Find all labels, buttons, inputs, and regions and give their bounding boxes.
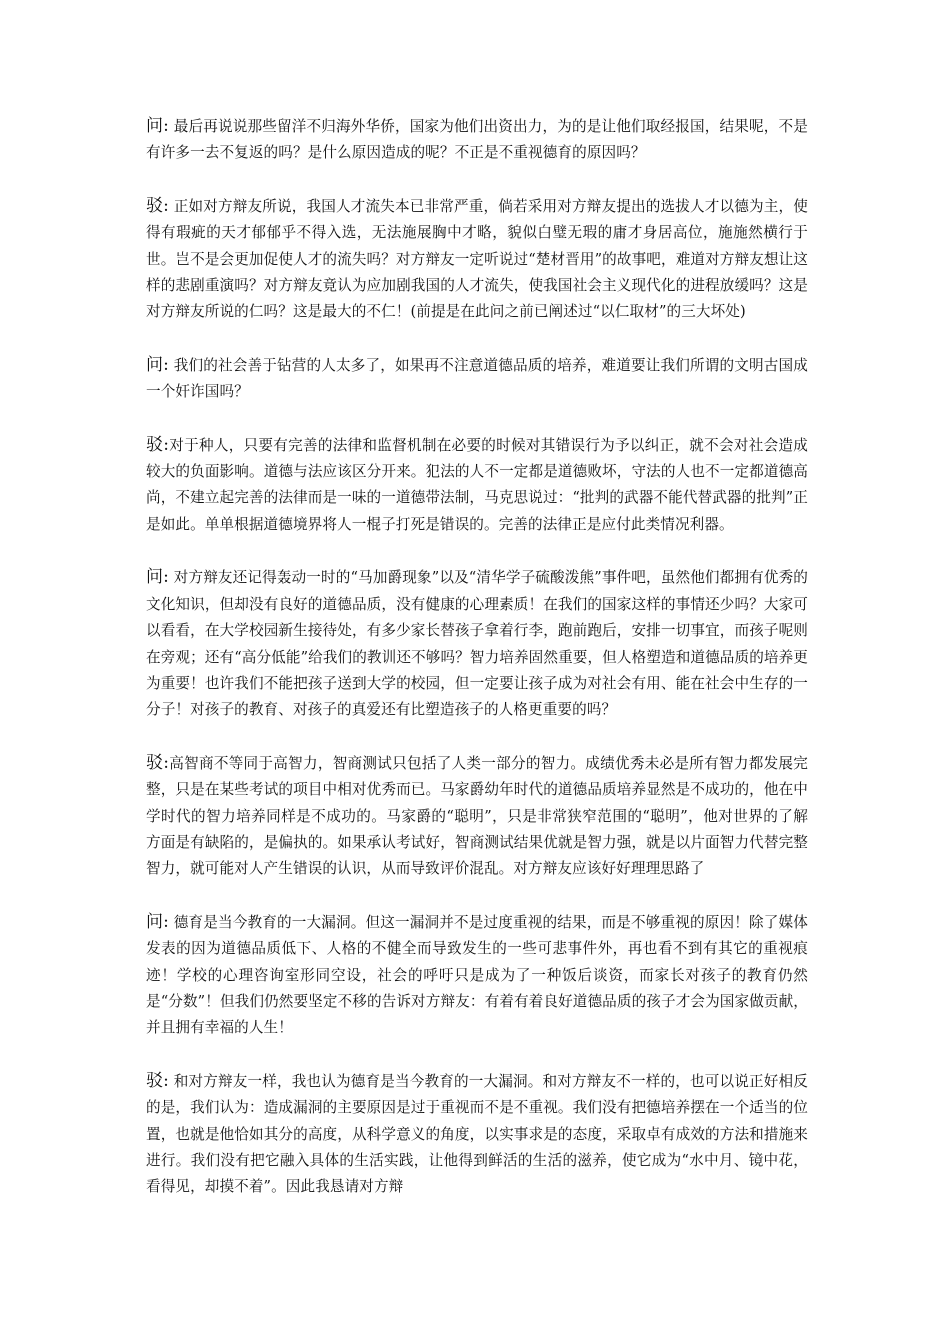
- paragraph-text: 和对方辩友一样，我也认为德育是当今教育的一大漏洞。和对方辩友不一样的，也可以说正好相反的是，我们认为：造成漏洞的主要原因是过于重视而不是不重视。我们没有把德培养摆在一个适当的位置，也就是他恰如其分的高度，从科学意义的角度，以实事求是的态度，采取卓有成效的方法和措施来进行。我们没有把它融入具体的生活实践，让他得到鲜活的生活的滋养，使它成为“水中月、镜中花，看得见，却摸不着”。因此我恳请对方辩: [146, 1072, 808, 1196]
- paragraph-text: 正如对方辩友所说，我国人才流失本已非常严重，倘若采用对方辩友提出的选拔人才以德为主，使得有瑕疵的天才郁郁乎不得入选，无法施展胸中才略，貌似白璧无瑕的庸才身居高位，施施然横行于世。岂不是会更加促使人才的流失吗？对方辩友一定听说过“楚材晋用”的故事吧，难道对方辩友想让这样的悲剧重演吗？对方辩友竟认为应加剧我国的人才流失，使我国社会主义现代化的进程放缓吗？这是对方辩友所说的仁吗？这是最大的不仁！(前提是在此问之前已阐述过“以仁取材”的三大坏处): [146, 197, 808, 321]
- paragraph-text: 对于种人，只要有完善的法律和监督机制在必要的时候对其错误行为予以纠正，就不会对社会造成较大的负面影响。道德与法应该区分开来。犯法的人不一定都是道德败坏，守法的人也不一定都道德高尚，不建立起完善的法律而是一味的一道德带法制，马克思说过：“批判的武器不能代替武器的批判”正是如此。单单根据道德境界将人一棍子打死是错误的。完善的法律正是应付此类情况利器。: [146, 436, 808, 533]
- debate-paragraph: [146, 1068, 808, 1201]
- paragraph-text: 高智商不等同于高智力，智商测试只包括了人类一部分的智力。成绩优秀未必是所有智力都发展完整，只是在某些考试的项目中相对优秀而已。马家爵幼年时代的道德品质培养显然是不成功的，他在中学时代的智力培养同样是不成功的。马家爵的“聪明”，只是非常狭窄范围的“聪明”，他对世界的了解方面是有缺陷的，是偏执的。如果承认考试好，智商测试结果优就是智力强，就是以片面智力代替完整智力，就可能对人产生错误的认识，从而导致评价混乱。对方辩友应该好好理理思路了: [146, 754, 808, 878]
- debate-paragraph: [146, 750, 808, 883]
- document-body: [146, 113, 808, 1227]
- paragraph-text: 最后再说说那些留洋不归海外华侨，国家为他们出资出力，为的是让他们取经报国，结果呢，不是有许多一去不复返的吗？是什么原因造成的呢？不正是不重视德育的原因吗？: [146, 118, 808, 162]
- debate-paragraph: [146, 113, 808, 167]
- debate-paragraph: [146, 564, 808, 723]
- debate-paragraph: [146, 909, 808, 1042]
- debate-paragraph: [146, 352, 808, 406]
- speaker-label: 问:: [146, 567, 169, 588]
- speaker-label: 驳:: [146, 195, 169, 216]
- paragraph-text: 德育是当今教育的一大漏洞。但这一漏洞并不是过度重视的结果，而是不够重视的原因！除了媒体发表的因为道德品质低下、人格的不健全而导致发生的一些可悲事件外，再也看不到有其它的重视痕迹！学校的心理咨询室形同空设，社会的呼吁只是成为了一种饭后谈资，而家长对孩子的教育仍然是“分数”！但我们仍然要坚定不移的告诉对方辩友：有着有着良好道德品质的孩子才会为国家做贡献，并且拥有幸福的人生！: [146, 913, 808, 1037]
- debate-paragraph: [146, 193, 808, 326]
- speaker-label: 问:: [146, 911, 169, 932]
- speaker-label: 问:: [146, 116, 169, 136]
- speaker-label: 驳:: [146, 434, 170, 455]
- debate-paragraph: [146, 432, 808, 539]
- speaker-label: 驳:: [146, 1070, 169, 1091]
- speaker-label: 问:: [146, 354, 169, 375]
- speaker-label: 驳:: [146, 752, 170, 773]
- paragraph-text: 我们的社会善于钻营的人太多了，如果再不注意道德品质的培养，难道要让我们所谓的文明古国成一个奸诈国吗？: [146, 356, 808, 401]
- paragraph-text: 对方辩友还记得轰动一时的“马加爵现象”以及“清华学子硫酸泼熊”事件吧，虽然他们都拥有优秀的文化知识，但却没有良好的道德品质，没有健康的心理素质！在我们的国家这样的事情还少吗？大家可以看看，在大学校园新生接待处，有多少家长替孩子拿着行李，跑前跑后，安排一切事宜，而孩子呢则在旁观；还有“高分低能”给我们的教训还不够吗？智力培养固然重要，但人格塑造和道德品质的培养更为重要！也许我们不能把孩子送到大学的校园，但一定要让孩子成为对社会有用、能在社会中生存的一分子！对孩子的教育、对孩子的真爱还有比塑造孩子的人格更重要的吗？: [146, 569, 808, 719]
